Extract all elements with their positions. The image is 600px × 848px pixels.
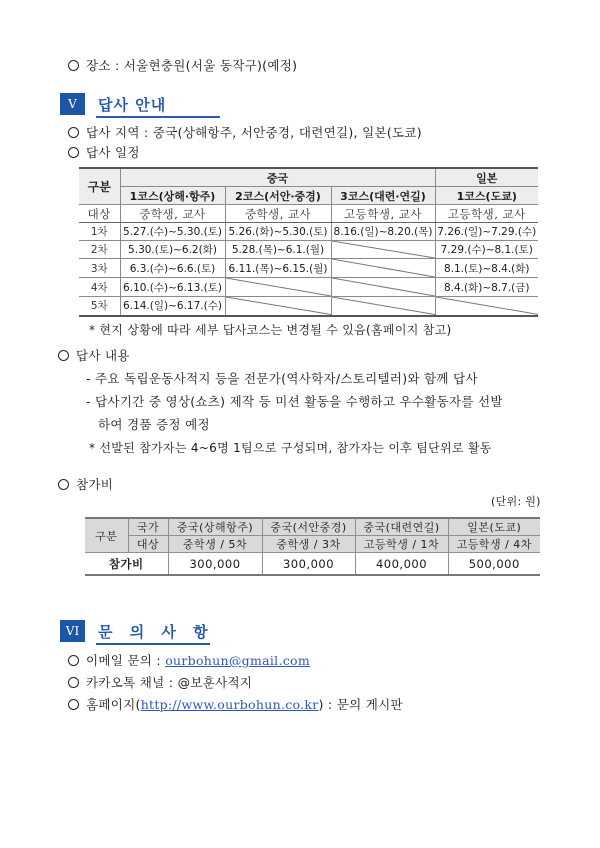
section-5-header <box>60 93 220 115</box>
email-line <box>68 653 310 669</box>
circle-bullet-icon <box>58 479 69 490</box>
circle-bullet-icon <box>68 60 79 71</box>
header-country-label: 국가 <box>128 518 168 536</box>
date-cell: 8.16.(일)~8.20.(목) <box>331 223 435 241</box>
empty-cell <box>225 297 331 316</box>
target-label: 대상 <box>79 205 120 223</box>
target-cell: 중학생, 교사 <box>120 205 225 223</box>
fee-value: 400,000 <box>355 553 448 576</box>
section-title: 답사 안내 <box>98 96 167 114</box>
date-cell: 7.26.(일)~7.29.(수) <box>435 223 538 241</box>
header-course: 2코스(서안·중경) <box>225 187 331 205</box>
region-line <box>68 125 422 141</box>
header-country: 일본(도쿄) <box>448 518 540 536</box>
diagonal-slash-icon <box>332 297 435 315</box>
email-label: 이메일 문의 : <box>86 653 166 668</box>
table-row <box>79 278 538 297</box>
schedule-label-line <box>68 145 140 161</box>
kakao-line <box>68 675 252 691</box>
fee-label: 참가비 <box>76 477 114 492</box>
content-label-line <box>58 348 130 364</box>
row-label: 4차 <box>79 278 120 297</box>
section-underline <box>96 643 210 645</box>
header-country: 중국(상해항주) <box>168 518 262 536</box>
homepage-suffix: ) : 문의 게시판 <box>318 697 403 712</box>
circle-bullet-icon <box>68 147 79 158</box>
email-link[interactable]: ourbohun@gmail.com <box>165 653 311 668</box>
section-6-header <box>60 620 220 642</box>
row-label: 2차 <box>79 241 120 259</box>
fee-value: 300,000 <box>262 553 355 576</box>
table-row <box>79 297 538 316</box>
empty-cell <box>225 278 331 297</box>
circle-bullet-icon <box>58 350 69 361</box>
date-cell: 5.30.(토)~6.2(화) <box>120 241 225 259</box>
kakao-text: 카카오톡 채널 : @보훈사적지 <box>86 675 253 690</box>
diagonal-slash-icon <box>332 259 435 277</box>
section-underline <box>96 116 220 118</box>
section-number-badge: VI <box>60 620 85 642</box>
target-cell: 중학생, 교사 <box>225 205 331 223</box>
date-cell: 5.28.(목)~6.1.(월) <box>225 241 331 259</box>
schedule-note: * 현지 상황에 따라 세부 답사코스는 변경될 수 있음(홈페이지 참고) <box>89 323 452 337</box>
fee-table <box>85 517 540 576</box>
header-target-label: 대상 <box>128 536 168 553</box>
date-cell: 6.11.(목)~6.15.(월) <box>225 259 331 278</box>
target-cell: 고등학생, 교사 <box>331 205 435 223</box>
content-item-continued: 하여 경품 증정 예정 <box>98 417 210 432</box>
table-row <box>79 241 538 259</box>
header-country: 중국(서안중경) <box>262 518 355 536</box>
fee-row-label: 참가비 <box>85 553 168 576</box>
circle-bullet-icon <box>68 655 79 666</box>
row-label: 3차 <box>79 259 120 278</box>
diagonal-slash-icon <box>226 297 331 315</box>
empty-cell <box>331 278 435 297</box>
table-row <box>85 553 540 576</box>
diagonal-slash-icon <box>332 278 435 296</box>
circle-bullet-icon <box>68 127 79 138</box>
diagonal-slash-icon <box>332 241 435 258</box>
content-item: - 답사기간 중 영상(쇼츠) 제작 등 미션 활동을 수행하고 우수활동자를 선발 <box>86 394 503 409</box>
schedule-label: 답사 일정 <box>86 145 140 160</box>
homepage-prefix: 홈페이지( <box>86 697 141 712</box>
date-cell: 7.29.(수)~8.1.(토) <box>435 241 538 259</box>
schedule-table <box>79 167 538 317</box>
date-cell: 8.4.(화)~8.7.(금) <box>435 278 538 297</box>
header-course: 3코스(대련·연길) <box>331 187 435 205</box>
empty-cell <box>331 259 435 278</box>
diagonal-slash-icon <box>226 278 331 296</box>
date-cell: 6.3.(수)~6.6.(토) <box>120 259 225 278</box>
row-label: 1차 <box>79 223 120 241</box>
content-note: * 선발된 참가자는 4~6명 1팀으로 구성되며, 참가자는 이후 팀단위로 활동 <box>89 441 492 455</box>
homepage-line <box>68 697 403 713</box>
header-group-china: 중국 <box>120 168 435 187</box>
venue-text: 장소 : 서울현충원(서울 동작구)(예정) <box>86 58 298 73</box>
circle-bullet-icon <box>68 699 79 710</box>
diagonal-slash-icon <box>436 297 539 315</box>
header-target: 고등학생 / 4차 <box>448 536 540 553</box>
circle-bullet-icon <box>68 677 79 688</box>
header-target: 중학생 / 5차 <box>168 536 262 553</box>
content-label: 답사 내용 <box>76 348 130 363</box>
date-cell: 6.10.(수)~6.13.(토) <box>120 278 225 297</box>
target-cell: 고등학생, 교사 <box>435 205 538 223</box>
header-course: 1코스(상해·항주) <box>120 187 225 205</box>
header-target: 중학생 / 3차 <box>262 536 355 553</box>
section-number-badge: V <box>60 93 85 115</box>
date-cell: 6.14.(일)~6.17.(수) <box>120 297 225 316</box>
fee-label-line <box>58 477 113 493</box>
section-title: 문 의 사 항 <box>98 623 214 641</box>
fee-value: 300,000 <box>168 553 262 576</box>
header-country: 중국(대련연길) <box>355 518 448 536</box>
date-cell: 5.26.(화)~5.30.(토) <box>225 223 331 241</box>
header-category: 구분 <box>79 168 120 205</box>
date-cell: 5.27.(수)~5.30.(토) <box>120 223 225 241</box>
header-course: 1코스(도쿄) <box>435 187 538 205</box>
fee-value: 500,000 <box>448 553 540 576</box>
venue-line <box>68 58 297 74</box>
date-cell: 8.1.(토)~8.4.(화) <box>435 259 538 278</box>
empty-cell <box>435 297 538 316</box>
empty-cell <box>331 297 435 316</box>
homepage-link[interactable]: http://www.ourbohun.co.kr <box>140 697 319 712</box>
header-target: 고등학생 / 1차 <box>355 536 448 553</box>
region-text: 답사 지역 : 중국(상해항주, 서안중경, 대련연길), 일본(도쿄) <box>86 125 422 140</box>
header-category: 구분 <box>85 518 128 553</box>
content-item: - 주요 독립운동사적지 등을 전문가(역사학자/스토리텔러)와 함께 답사 <box>86 371 478 386</box>
table-row <box>79 223 538 241</box>
row-label: 5차 <box>79 297 120 316</box>
fee-unit: (단위: 원) <box>491 495 541 508</box>
empty-cell <box>331 241 435 259</box>
table-row <box>79 259 538 278</box>
header-group-japan: 일본 <box>435 168 538 187</box>
